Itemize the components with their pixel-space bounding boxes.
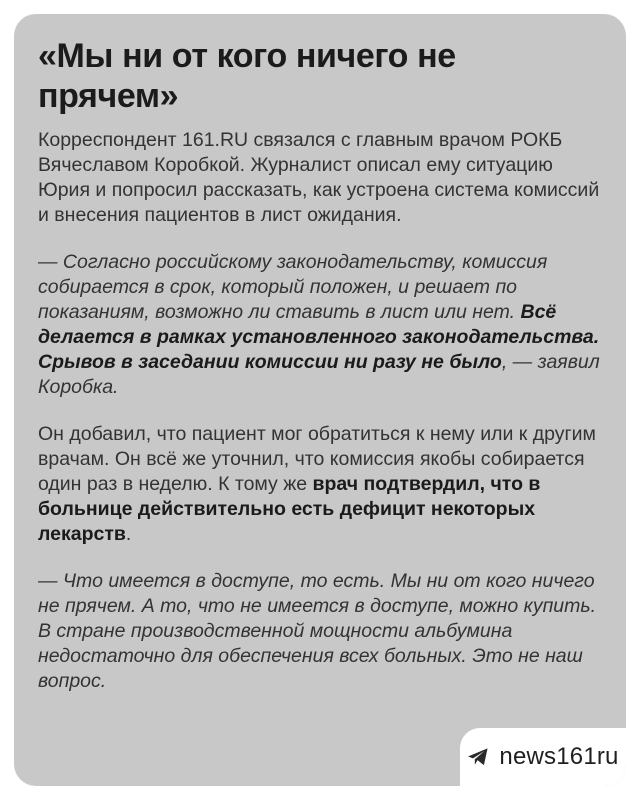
paragraph-statement bbox=[38, 422, 604, 547]
statement-text: Он добавил, что пациент мог обратиться к нему или к другим врачам. Он всё же уточнил, что комиссия якобы собирается один раз в неделю. К тому же bbox=[38, 423, 596, 495]
article-card bbox=[14, 14, 626, 786]
article-title: «Мы ни от кого ничего не прячем» bbox=[38, 37, 456, 115]
quote-1-attribution: , — заявил Коробка. bbox=[38, 351, 600, 398]
quote-1-bold: Всё делается в рамках установленного законодательства. Срывов в заседании комиссии ни разу не было bbox=[38, 301, 600, 373]
paragraph-intro: Корреспондент 161.RU связался с главным врачом РОКБ Вячеславом Коробкой. Журналист описал ему ситуацию Юрия и попросил рассказать, как устроена система комиссий и внесения пациентов в лист ожидания. bbox=[38, 129, 600, 226]
telegram-icon bbox=[467, 747, 489, 767]
paragraph-quote-1 bbox=[38, 250, 604, 400]
source-brand: news161ru bbox=[499, 743, 619, 770]
statement-end: . bbox=[125, 523, 132, 545]
article-content bbox=[38, 36, 604, 716]
statement-bold: врач подтвердил, что в больнице действительно есть дефицит некоторых лекарств bbox=[38, 473, 541, 545]
quote-1-text: — Согласно российскому законодательству, комиссия собирается в срок, который положен, и решает по показаниям, возможно ли ставить в лист или нет. bbox=[38, 251, 548, 323]
paragraph-quote-2: — Что имеется в доступе, то есть. Мы ни от кого ничего не прячем. А то, что не имеется в доступе, можно купить. В стране производственной мощности альбумина недостаточно для обеспечения всех больных. Это не наш вопрос. bbox=[38, 570, 597, 692]
source-badge[interactable] bbox=[460, 728, 626, 786]
